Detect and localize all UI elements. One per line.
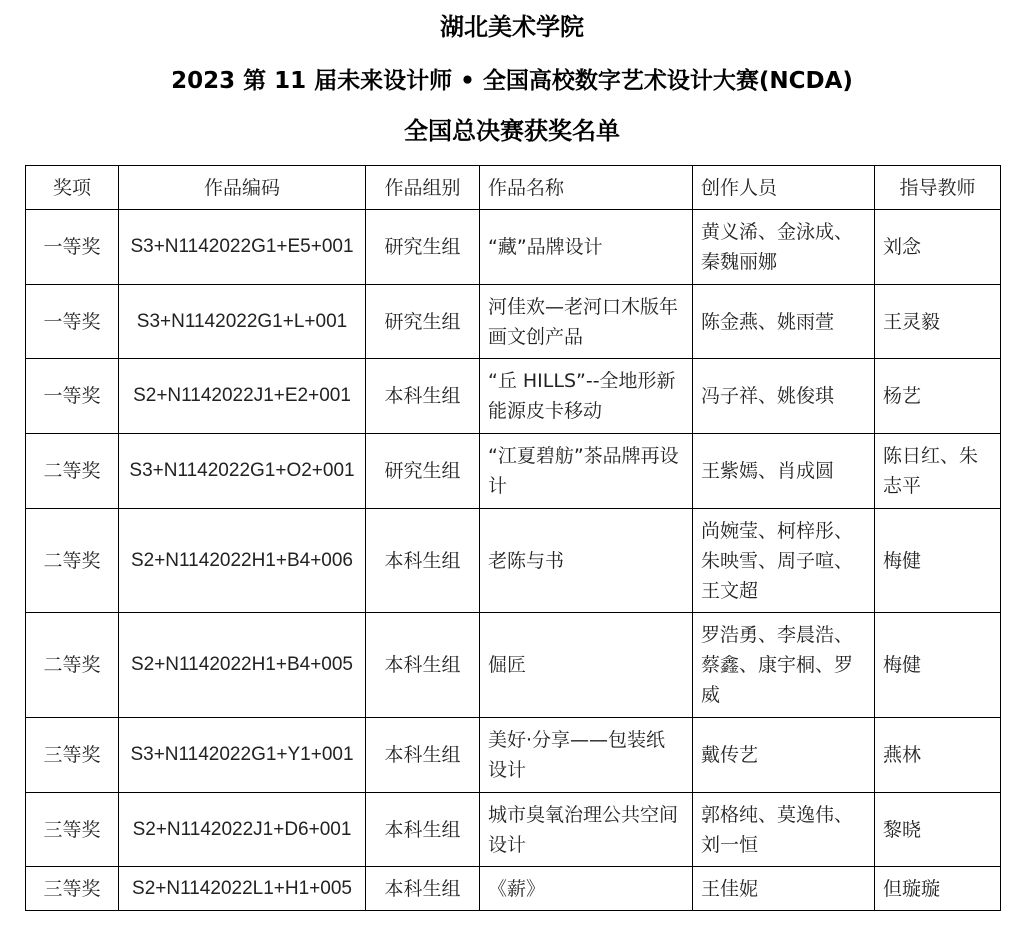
- award-cell: 三等奖: [26, 718, 119, 793]
- table-row: [26, 718, 1001, 793]
- code-cell: S2+N1142022H1+B4+006: [119, 509, 366, 613]
- code-cell: S2+N1142022L1+H1+005: [119, 867, 366, 911]
- page-title: 湖北美术学院: [440, 13, 584, 41]
- table-row: [26, 359, 1001, 434]
- creators-cell: 王佳妮: [693, 867, 875, 911]
- code-cell: S3+N1142022G1+O2+001: [119, 434, 366, 509]
- code-cell: S3+N1142022G1+L+001: [119, 285, 366, 359]
- group-cell: 本科生组: [366, 867, 480, 911]
- name-cell: 城市臭氧治理公共空间设计: [480, 793, 693, 867]
- creators-cell: 冯子祥、姚俊琪: [693, 359, 875, 434]
- name-cell: “江夏碧舫”茶品牌再设计: [480, 434, 693, 509]
- column-header-award: 奖项: [26, 166, 119, 210]
- teacher-cell: 黎晓: [875, 793, 1001, 867]
- award-cell: 二等奖: [26, 509, 119, 613]
- teacher-cell: 王灵毅: [875, 285, 1001, 359]
- code-cell: S3+N1142022G1+E5+001: [119, 210, 366, 285]
- table-row: [26, 867, 1001, 911]
- code-cell: S2+N1142022H1+B4+005: [119, 613, 366, 718]
- creators-cell: 戴传艺: [693, 718, 875, 793]
- table-row: [26, 613, 1001, 718]
- creators-cell: 罗浩勇、李晨浩、蔡鑫、康宇桐、罗威: [693, 613, 875, 718]
- group-cell: 研究生组: [366, 285, 480, 359]
- group-cell: 本科生组: [366, 509, 480, 613]
- award-cell: 二等奖: [26, 434, 119, 509]
- name-cell: “藏”品牌设计: [480, 210, 693, 285]
- group-cell: 本科生组: [366, 359, 480, 434]
- table-header-row: [26, 166, 1001, 210]
- name-cell: 美好·分享——包装纸设计: [480, 718, 693, 793]
- group-cell: 本科生组: [366, 793, 480, 867]
- code-cell: S3+N1142022G1+Y1+001: [119, 718, 366, 793]
- group-cell: 研究生组: [366, 434, 480, 509]
- column-header-name: 作品名称: [480, 166, 693, 210]
- name-cell: 《薪》: [480, 867, 693, 911]
- column-header-code: 作品编码: [119, 166, 366, 210]
- award-cell: 一等奖: [26, 210, 119, 285]
- award-cell: 三等奖: [26, 793, 119, 867]
- code-cell: S2+N1142022J1+E2+001: [119, 359, 366, 434]
- table-row: [26, 210, 1001, 285]
- creators-cell: 陈金燕、姚雨萱: [693, 285, 875, 359]
- group-cell: 本科生组: [366, 718, 480, 793]
- teacher-cell: 刘念: [875, 210, 1001, 285]
- table-row: [26, 793, 1001, 867]
- creators-cell: 黄义浠、金泳成、秦魏丽娜: [693, 210, 875, 285]
- name-cell: 老陈与书: [480, 509, 693, 613]
- column-header-group: 作品组别: [366, 166, 480, 210]
- name-cell: 河佳欢—老河口木版年画文创产品: [480, 285, 693, 359]
- teacher-cell: 杨艺: [875, 359, 1001, 434]
- name-cell: “丘 HILLS”--全地形新能源皮卡移动: [480, 359, 693, 434]
- teacher-cell: 燕林: [875, 718, 1001, 793]
- teacher-cell: 梅健: [875, 509, 1001, 613]
- group-cell: 本科生组: [366, 613, 480, 718]
- code-cell: S2+N1142022J1+D6+001: [119, 793, 366, 867]
- name-cell: 倔匠: [480, 613, 693, 718]
- awards-table: [25, 165, 1001, 911]
- column-header-teacher: 指导教师: [875, 166, 1001, 210]
- teacher-cell: 陈日红、朱志平: [875, 434, 1001, 509]
- table-row: [26, 509, 1001, 613]
- teacher-cell: 梅健: [875, 613, 1001, 718]
- competition-title: 2023 第 11 届未来设计师 • 全国高校数字艺术设计大赛(NCDA): [171, 68, 853, 94]
- column-header-creators: 创作人员: [693, 166, 875, 210]
- creators-cell: 尚婉莹、柯梓彤、朱映雪、周子喧、王文超: [693, 509, 875, 613]
- creators-cell: 郭格纯、莫逸伟、刘一恒: [693, 793, 875, 867]
- table-row: [26, 285, 1001, 359]
- creators-cell: 王紫嫣、肖成圆: [693, 434, 875, 509]
- page-subtitle: 全国总决赛获奖名单: [404, 117, 620, 145]
- group-cell: 研究生组: [366, 210, 480, 285]
- award-cell: 一等奖: [26, 359, 119, 434]
- table-row: [26, 434, 1001, 509]
- award-cell: 三等奖: [26, 867, 119, 911]
- award-cell: 一等奖: [26, 285, 119, 359]
- award-cell: 二等奖: [26, 613, 119, 718]
- teacher-cell: 但璇璇: [875, 867, 1001, 911]
